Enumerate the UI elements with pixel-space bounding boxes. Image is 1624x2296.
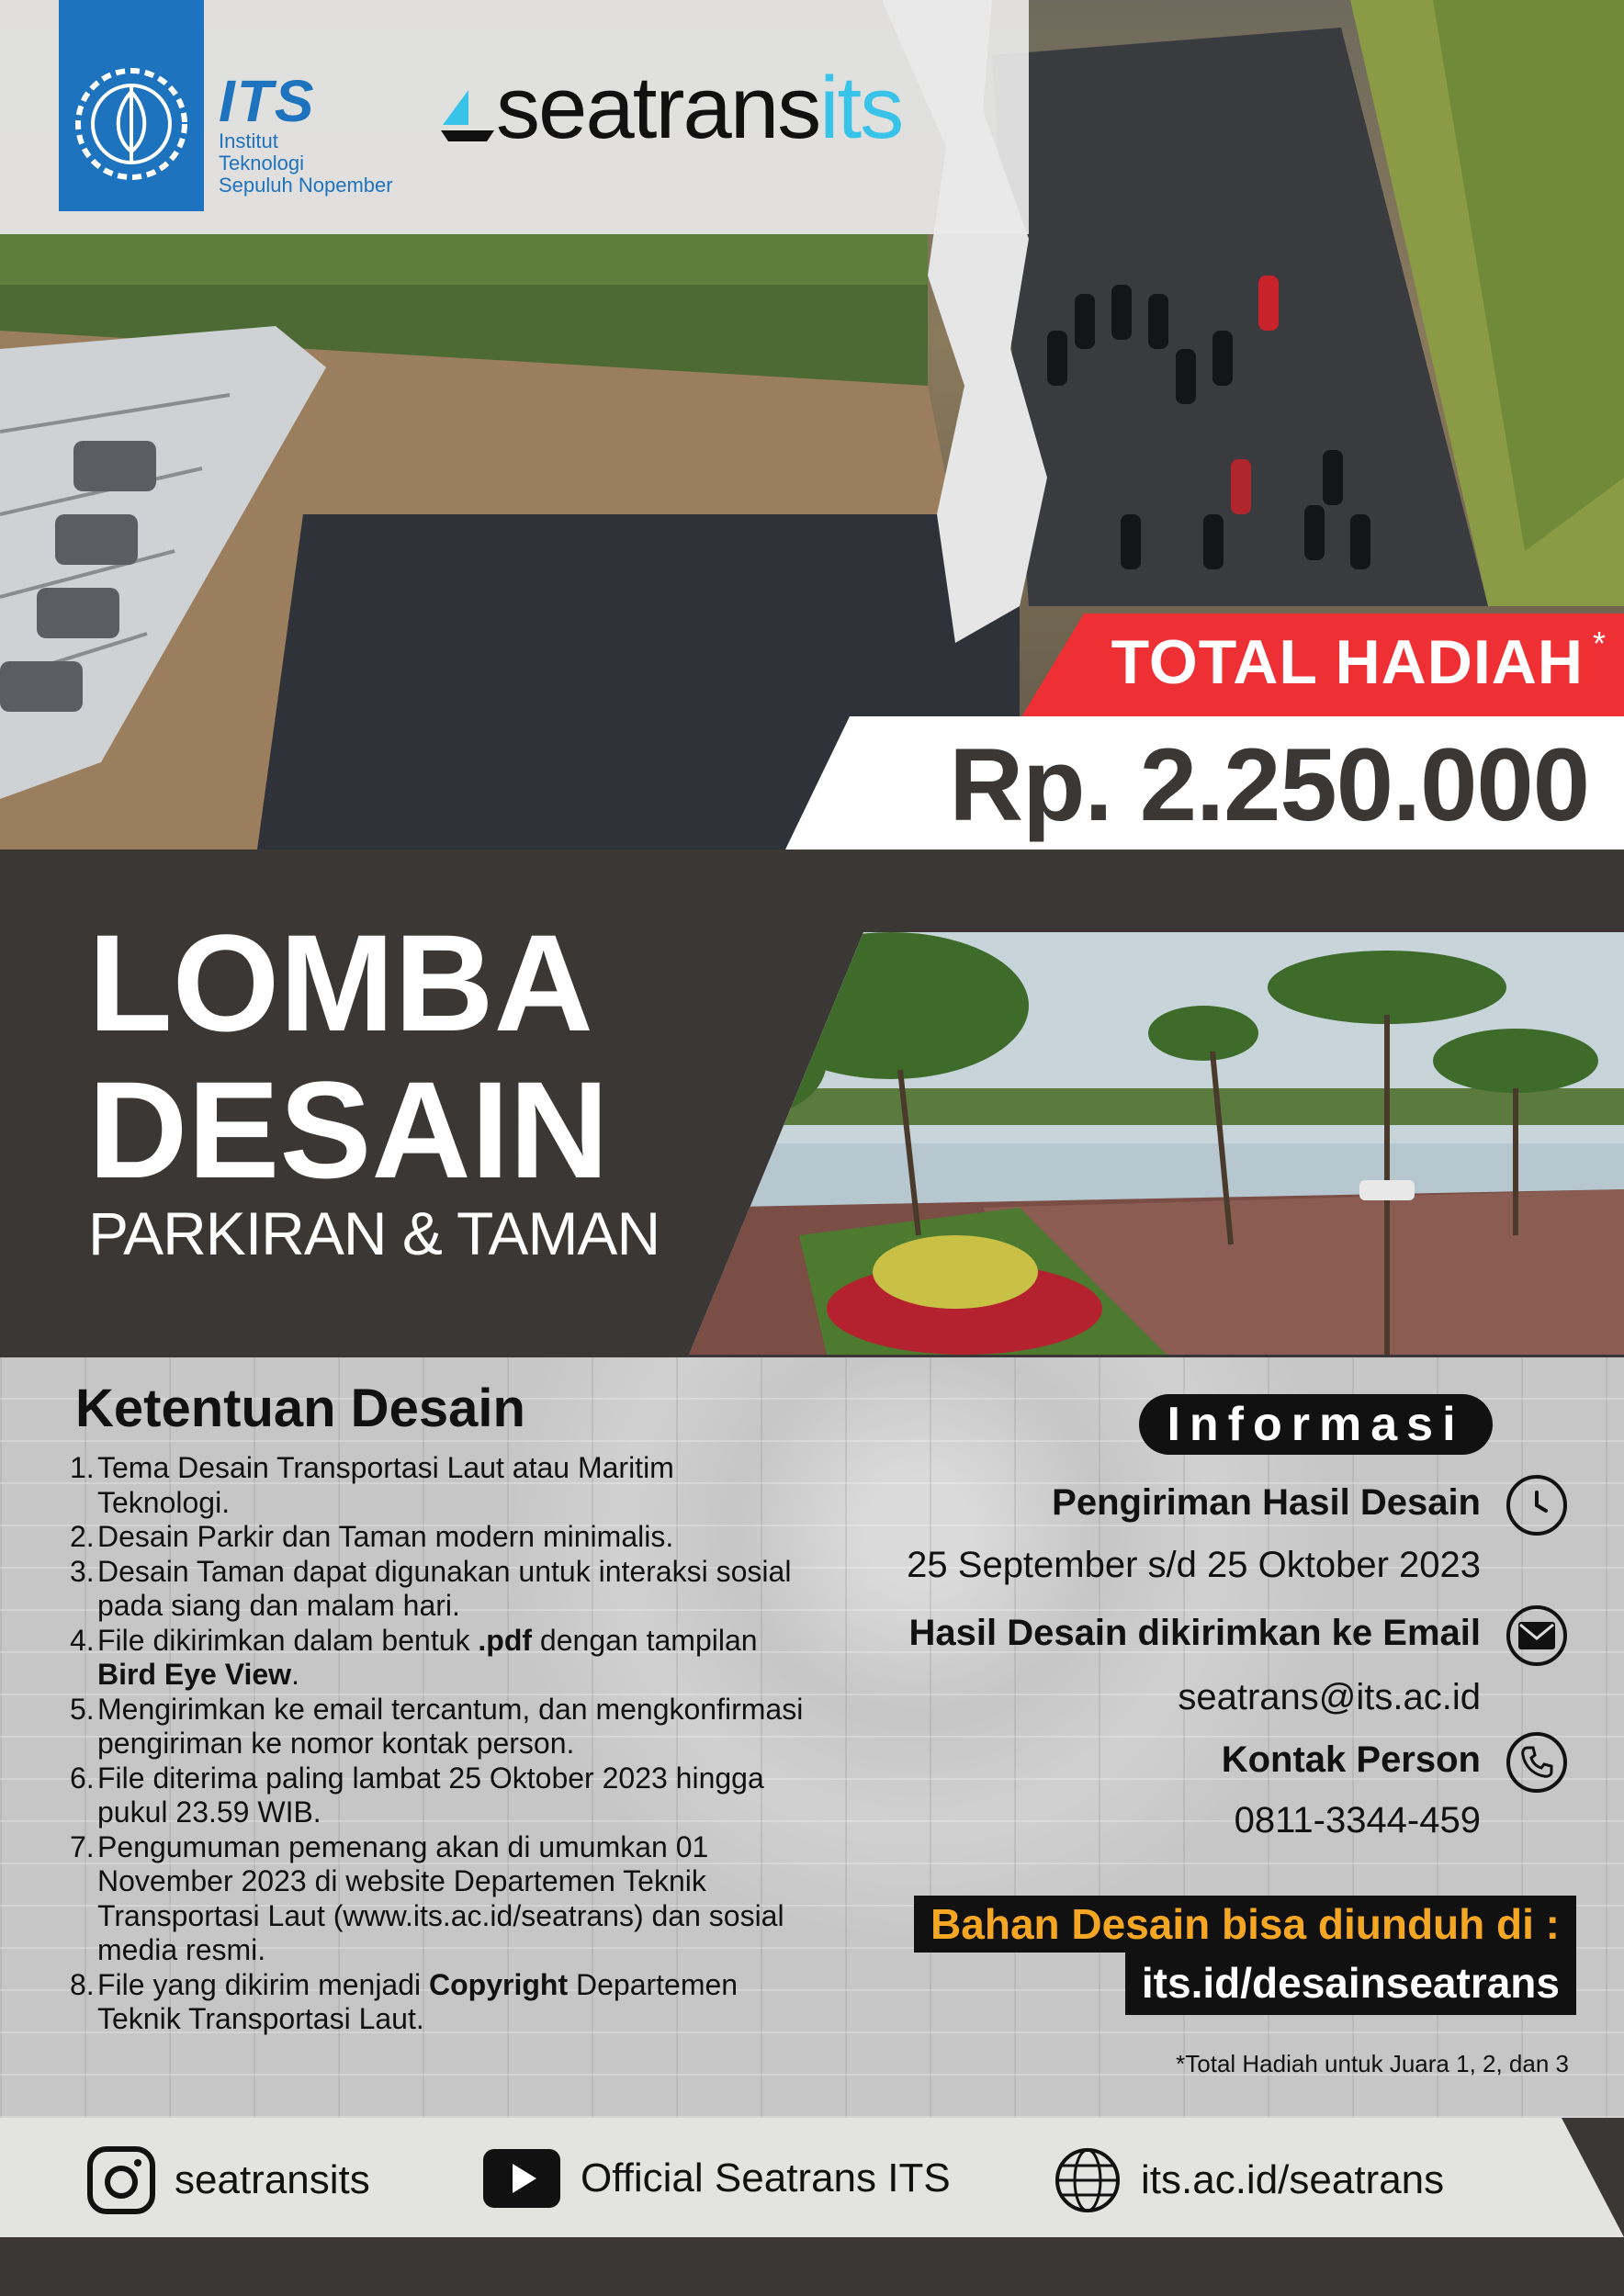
rule-item: 5. Mengirimkan ke email tercantum, dan mengkonfirmasi pengiriman ke nomor kontak person. (70, 1692, 804, 1760)
youtube-channel: Official Seatrans ITS (581, 2155, 951, 2200)
download-label: Bahan Desain bisa diunduh di : (914, 1896, 1576, 1953)
event-title (88, 906, 609, 1207)
event-title-line2: DESAIN (88, 1052, 609, 1207)
rules-list (70, 1451, 810, 2037)
phone-icon (1506, 1732, 1567, 1793)
email-address[interactable]: seatrans@its.ac.id (1178, 1677, 1481, 1717)
rule-item: 8. File yang dikirim menjadi Copyright Departemen Teknik Transportasi Laut. (70, 1967, 739, 2035)
its-abbreviation: ITS (219, 68, 316, 134)
its-name-line2: Teknologi (219, 152, 304, 174)
instagram-icon (86, 2145, 156, 2215)
clock-icon (1506, 1475, 1567, 1536)
contact-number[interactable]: 0811-3344-459 (1234, 1800, 1481, 1840)
rule-item: 7. Pengumuman pemenang akan di umumkan 01 November 2023 di website Departemen Teknik Transportasi Laut (www.its.ac.id/seatrans) dan sosial media resmi. (70, 1829, 784, 1966)
social-website[interactable] (1053, 2145, 1444, 2215)
prize-footnote: *Total Hadiah untuk Juara 1, 2, dan 3 (1176, 2050, 1569, 2077)
its-name-line1: Institut (219, 129, 278, 152)
seatrans-logo-main: seatrans (496, 59, 820, 157)
info-heading-pill: Informasi (1139, 1394, 1493, 1455)
submission-dates: 25 September s/d 25 Oktober 2023 (907, 1545, 1481, 1585)
rule-item: 3. Desain Taman dapat digunakan untuk interaksi sosial pada siang dan malam hari. (70, 1554, 792, 1622)
social-youtube[interactable] (481, 2145, 951, 2212)
submission-label: Pengiriman Hasil Desain (1052, 1482, 1481, 1523)
download-link[interactable]: its.id/desainseatrans (1125, 1951, 1576, 2015)
sail-icon (441, 88, 496, 143)
rules-title: Ketentuan Desain (75, 1379, 525, 1438)
its-name-line3: Sepuluh Nopember (219, 174, 393, 197)
rule-item: 2. Desain Parkir dan Taman modern minimalis. (70, 1520, 674, 1553)
rule-item: 4. File dikirimkan dalam bentuk .pdf dengan tampilan Bird Eye View. (70, 1623, 758, 1691)
its-wordmark (219, 68, 393, 197)
bottom-bar (0, 2237, 1624, 2296)
rule-item: 6. File diterima paling lambat 25 Oktober 2023 hingga pukul 23.59 WIB. (70, 1761, 764, 1829)
globe-icon (1053, 2145, 1122, 2215)
its-emblem (59, 0, 204, 211)
website-url: its.ac.id/seatrans (1141, 2157, 1445, 2202)
youtube-icon (481, 2145, 562, 2212)
contact-label: Kontak Person (1221, 1739, 1481, 1780)
mail-icon (1506, 1605, 1567, 1666)
seatrans-logo-suffix: its (819, 59, 903, 157)
seatrans-logo (441, 59, 903, 157)
event-subtitle: PARKIRAN & TAMAN (88, 1199, 660, 1267)
event-title-line1: LOMBA (88, 906, 593, 1060)
prize-asterisk: * (1592, 625, 1606, 662)
email-label: Hasil Desain dikirimkan ke Email (908, 1613, 1481, 1653)
prize-amount: Rp. 2.250.000 (949, 727, 1589, 842)
social-instagram[interactable] (86, 2145, 370, 2215)
prize-label: TOTAL HADIAH (1111, 627, 1584, 697)
instagram-handle: seatransits (175, 2157, 370, 2202)
rule-item: 1. Tema Desain Transportasi Laut atau Maritim Teknologi. (70, 1451, 674, 1519)
